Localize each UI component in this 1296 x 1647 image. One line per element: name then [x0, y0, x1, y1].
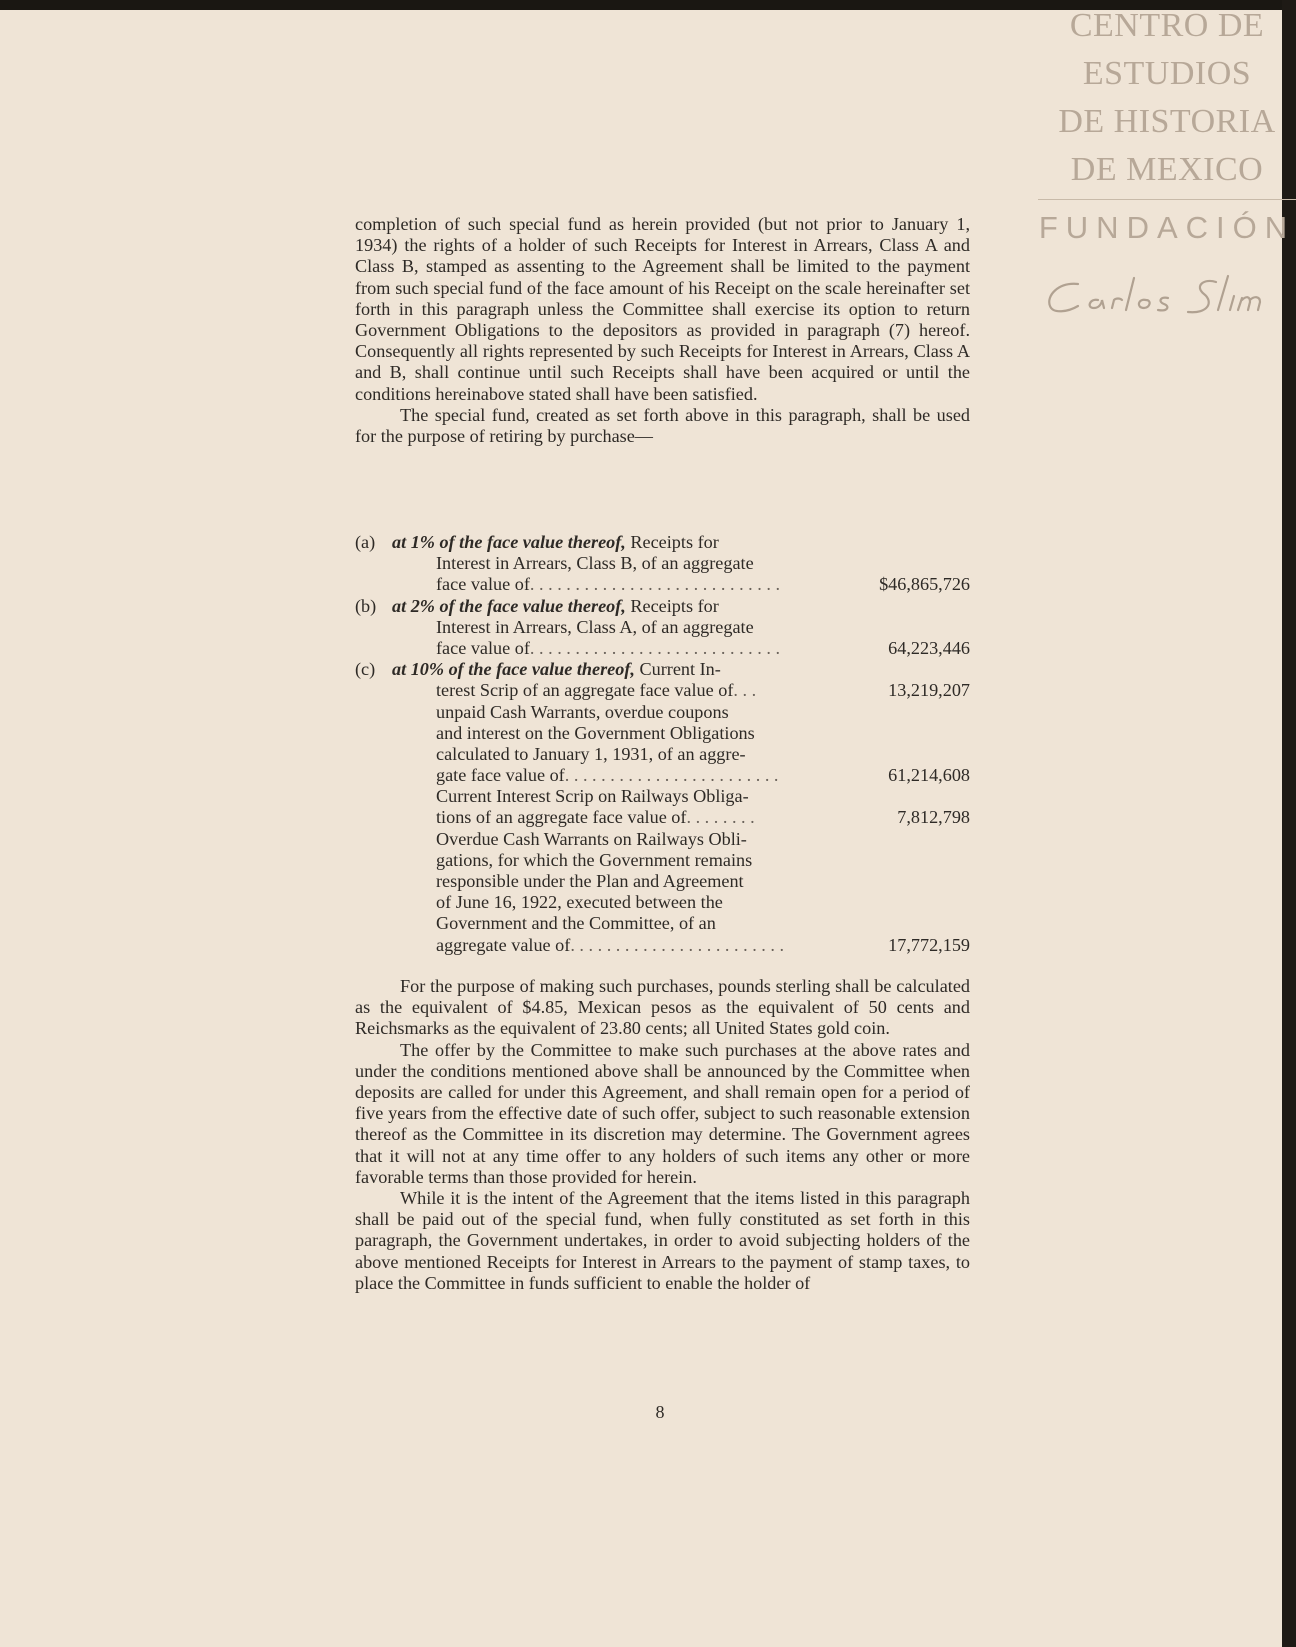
item-text: of June 16, 1922, executed between the — [436, 892, 723, 913]
leader-dots: . . . . . . . . — [686, 807, 755, 828]
item-text: gate face value of — [436, 765, 565, 786]
watermark-signature — [1038, 270, 1296, 326]
item-text: aggregate value of — [436, 934, 571, 955]
leader-dots: . . . . . . . . . . . . . . . . . . . . . . . . . . . . — [529, 574, 780, 595]
item-amount: $46,865,726 — [879, 574, 970, 595]
list-item — [355, 532, 970, 553]
item-text: calculated to January 1, 1931, of an aggre- — [436, 743, 746, 764]
item-text: Receipts for — [630, 532, 719, 552]
item-amount: 7,812,798 — [897, 807, 970, 828]
item-text: gations, for which the Government remains — [436, 849, 753, 870]
item-text: unpaid Cash Warrants, overdue coupons — [436, 701, 729, 722]
leader-dots: . . . . . . . . . . . . . . . . . . . . . . . . — [564, 765, 779, 786]
item-text: face value of — [436, 637, 530, 658]
watermark-line: DE MEXICO — [1070, 151, 1264, 188]
item-text: responsible under the Plan and Agreement — [436, 871, 744, 891]
paragraph: For the purpose of making such purchases, pounds sterling shall be calculated as the equivalent of $4.85, Mexican pesos as the equivalent of 50 cents and Reichsmarks as the equivalent of 23.80 cents; all United States gold coin. — [355, 976, 970, 1039]
watermark-fundacion: FUNDACIÓN — [1038, 210, 1296, 245]
item-amount: 13,219,207 — [888, 680, 970, 701]
body-text-top — [355, 214, 970, 447]
item-text: Interest in Arrears, Class A, of an aggregate — [436, 616, 754, 637]
watermark-line: DE HISTORIA — [1058, 103, 1276, 140]
item-text: and interest on the Government Obligations — [436, 722, 755, 743]
item-text: Current In- — [639, 659, 721, 680]
item-amount: 61,214,608 — [888, 765, 970, 786]
item-amount: 64,223,446 — [888, 637, 970, 658]
watermark-institution — [1038, 2, 1296, 194]
item-amount: 17,772,159 — [888, 934, 970, 955]
paragraph: completion of such special fund as herein provided (but not prior to January 1, 1934) the rights of a holder of such Receipts for Interest in Arrears, Class A and Class B, stamped as assenting to the Agreement shall be limited to the payment from such special fund of the face amount of his Receipt on the scale hereinafter set forth in this paragraph unless the Committee shall exercise its option to return Government Obligations to the depositors as provided in paragraph (7) hereof. Consequently all rights represented by such Receipts for Interest in Arrears, Class A and B, shall continue until such Receipts shall have been acquired or until the conditions hereinabove stated shall have been satisfied. — [355, 214, 970, 404]
watermark-line: ESTUDIOS — [1082, 55, 1252, 92]
item-text: terest Scrip of an aggregate face value of — [436, 680, 734, 701]
list-item — [355, 659, 970, 680]
paragraph: The special fund, created as set forth above in this paragraph, shall be used for the purpose of retiring by purchase— — [355, 404, 970, 447]
leader-dots: . . . . . . . . . . . . . . . . . . . . . . . . . . . . — [529, 637, 780, 658]
item-rate: at 2% of the face value thereof, — [392, 595, 626, 616]
watermark-line: CENTRO DE — [1069, 7, 1265, 44]
item-rate: at 10% of the face value thereof, — [392, 659, 635, 680]
paragraph: While it is the intent of the Agreement that the items listed in this paragraph shall be paid out of the special fund, when fully constituted as set forth in this paragraph, the Government undertakes, in order to avoid subjecting holders of the above mentioned Receipts for Interest in Arrears to the payment of stamp taxes, to place the Committee in funds sufficient to enable the holder of — [355, 1188, 970, 1293]
page-number: 8 — [655, 1402, 665, 1422]
item-text: Interest in Arrears, Class B, of an aggregate — [436, 553, 754, 574]
paragraph: The offer by the Committee to make such purchases at the above rates and under the conditions mentioned above shall be announced by the Committee when deposits are called for under this Agreement, and shall remain open for a period of five years from the effective date of such offer, subject to such reasonable extension thereof as the Committee in its discretion may determine. The Government agrees that it will not at any time offer to any holders of such items any other or more favorable terms than those provided for herein. — [355, 1039, 970, 1187]
item-label: (a) — [355, 532, 376, 552]
item-label: (b) — [355, 595, 377, 616]
leader-dots: . . . — [733, 680, 757, 701]
page-edge — [1282, 0, 1296, 1647]
list-item — [355, 596, 970, 617]
item-rate: at 1% of the face value thereof, — [392, 532, 626, 552]
leader-dots: . . . . . . . . . . . . . . . . . . . . . . . . — [570, 934, 785, 955]
signature-icon — [1038, 270, 1296, 326]
watermark-divider — [1038, 199, 1296, 200]
body-text-bottom — [355, 976, 970, 1294]
item-text: Overdue Cash Warrants on Railways Obli- — [436, 828, 747, 849]
item-text: Government and the Committee, of an — [436, 913, 716, 934]
item-label: (c) — [355, 659, 376, 680]
purchase-items-list — [355, 532, 970, 956]
item-text: Current Interest Scrip on Railways Obliga- — [436, 786, 749, 807]
item-text: face value of — [436, 574, 530, 595]
item-text: Receipts for — [630, 595, 719, 616]
item-text: tions of an aggregate face value of — [436, 807, 687, 828]
